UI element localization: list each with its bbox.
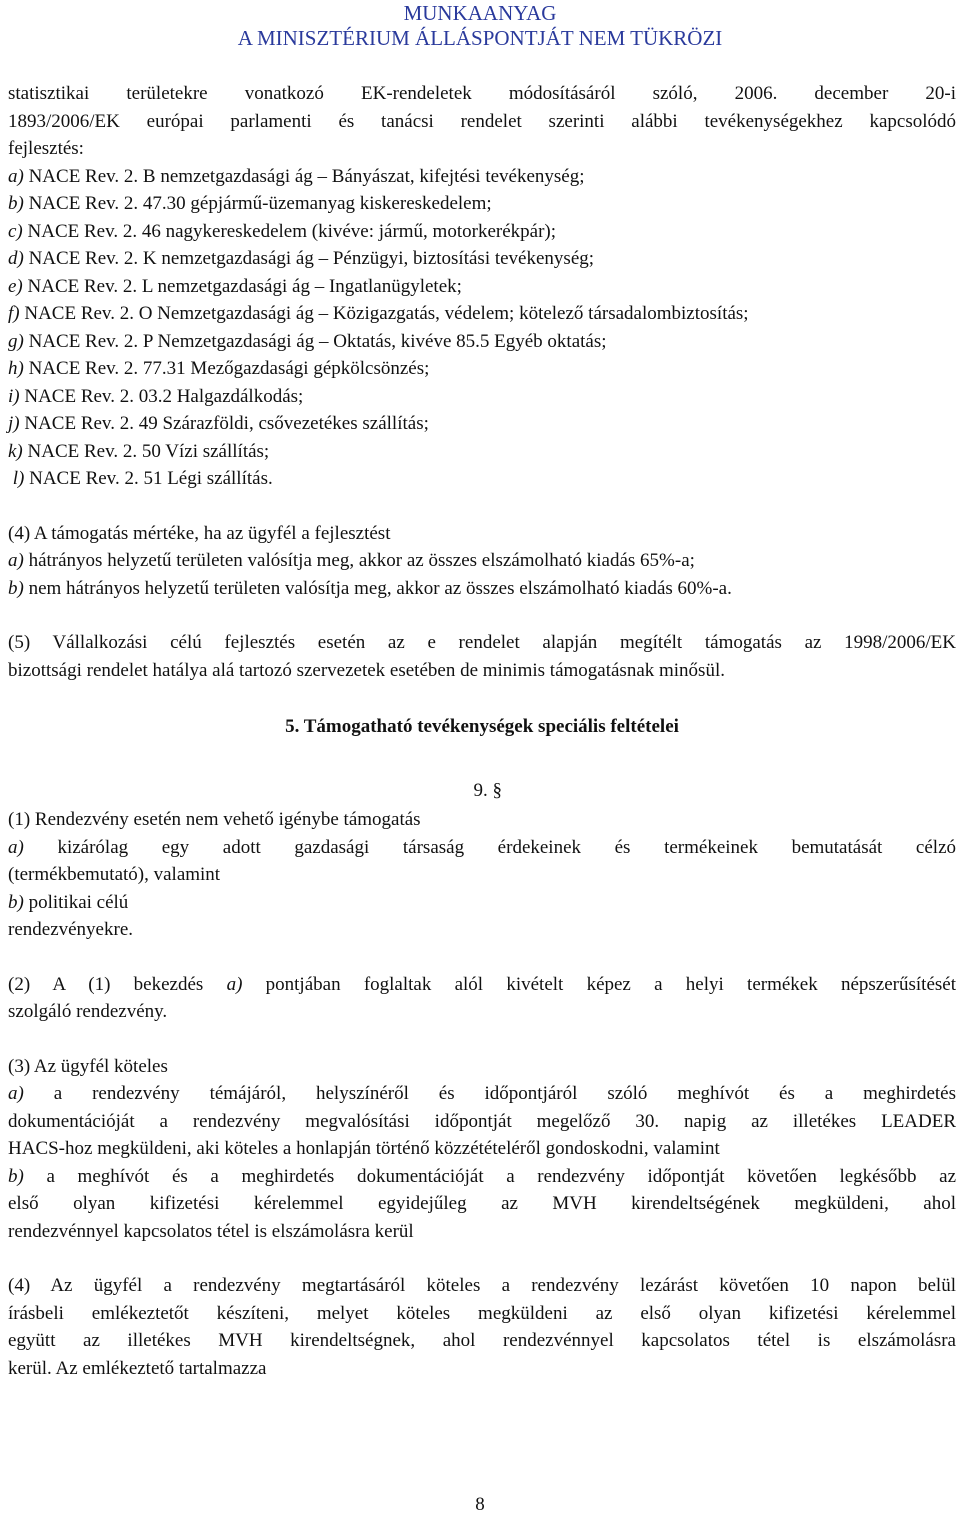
list-letter: j)	[8, 413, 20, 434]
list-text: NACE Rev. 2. 46 nagykereskedelem (kivéve: jármű, motorkerékpár);	[27, 220, 556, 242]
section-paragraph-4	[8, 1272, 956, 1382]
list-letter: h)	[8, 358, 24, 379]
paragraph-line: első olyan kifizetési kérelemmel egyidejűleg az MVH kirendeltségének megküldeni, ahol	[8, 1193, 956, 1214]
paragraph-line: (termékbemutató), valamint	[8, 864, 221, 885]
spacer	[8, 493, 956, 520]
list-text: NACE Rev. 2. 51 Légi szállítás.	[29, 468, 273, 489]
paragraph-5	[8, 629, 956, 684]
list-text: NACE Rev. 2. P Nemzetgazdasági ág – Oktatás, kivéve 85.5 Egyéb oktatás;	[28, 330, 607, 352]
section-paragraph-3	[8, 1053, 956, 1246]
intro-line: 1893/2006/EK európai parlamenti és tanácsi rendelet szerinti alábbi tevékenységekhez kapcsolódó	[8, 110, 956, 132]
point-text: nem hátrányos helyzetű területen valósítja meg, akkor az összes elszámolható kiadás 60%-a.	[28, 577, 732, 599]
paragraph-line: írásbeli emlékeztetőt készíteni, melyet köteles megküldeni az első olyan kifizetési kérelemmel	[8, 1302, 956, 1324]
list-item	[8, 328, 956, 356]
list-text: NACE Rev. 2. O Nemzetgazdasági ág – Közigazgatás, védelem; kötelező társadalombiztosítás;	[24, 303, 749, 324]
list-item	[8, 163, 956, 191]
paragraph-lead: (1) Rendezvény esetén nem vehető igénybe támogatás	[8, 809, 421, 830]
spacer	[8, 1026, 956, 1053]
spacer	[8, 944, 956, 971]
paragraph-line: dokumentációját a rendezvény megvalósítási időpontját megelőző 30. napig az illetékes LEADER	[8, 1110, 956, 1132]
paragraph-point	[8, 1163, 956, 1191]
point-letter: a)	[226, 973, 243, 995]
point-letter: a)	[8, 550, 24, 571]
paragraph-line	[8, 971, 956, 999]
paragraph-line: szolgáló rendezvény.	[8, 1001, 168, 1022]
point-letter: b)	[8, 577, 24, 599]
list-letter: f)	[8, 303, 20, 324]
list-text: NACE Rev. 2. L nemzetgazdasági ág – Ingatlanügyletek;	[27, 275, 462, 297]
list-text: NACE Rev. 2. 47.30 gépjármű-üzemanyag kiskereskedelem;	[28, 193, 492, 214]
list-letter: i)	[8, 385, 20, 407]
paragraph-line: (5) Vállalkozási célú fejlesztés esetén az e rendelet alapján megítélt támogatás az 1998/2006/EK	[8, 632, 956, 653]
list-letter: c)	[8, 220, 23, 242]
paragraph-lead: (4) A támogatás mértéke, ha az ügyfél a fejlesztést	[8, 522, 391, 544]
intro-paragraph	[8, 80, 956, 163]
text-fragment: (2) A (1) bekezdés	[8, 973, 204, 995]
intro-line: fejlesztés:	[8, 138, 84, 159]
list-item	[8, 438, 956, 466]
list-item	[8, 355, 956, 383]
list-letter: d)	[8, 248, 24, 269]
chapter-heading: 5. Támogatható tevékenységek speciális feltételei	[285, 716, 679, 737]
point-letter: a)	[8, 1083, 24, 1104]
section-paragraph-1	[8, 806, 956, 944]
spacer	[8, 602, 956, 629]
list-item	[8, 245, 956, 273]
list-text: NACE Rev. 2. 03.2 Halgazdálkodás;	[24, 385, 304, 407]
list-letter: g)	[8, 330, 24, 352]
paragraph-line: rendezvénnyel kapcsolatos tétel is elszámolásra kerül	[8, 1220, 414, 1242]
watermark-header	[0, 0, 960, 51]
header-line-2: A MINISZTÉRIUM ÁLLÁSPONTJÁT NEM TÜKRÖZI	[237, 26, 723, 50]
list-item	[8, 190, 956, 218]
point-letter: b)	[8, 891, 24, 913]
point-text: hátrányos helyzetű területen valósítja meg, akkor az összes elszámolható kiadás 65%-a;	[28, 550, 695, 571]
point-text: a meghívót és a meghirdetés dokumentációját a rendezvény időpontját követően legkésőbb az	[46, 1165, 956, 1187]
point-letter: a)	[8, 836, 24, 858]
list-text: NACE Rev. 2. B nemzetgazdasági ág – Bányászat, kifejtési tevékenység;	[28, 165, 585, 187]
paragraph-line: kerül. Az emlékeztető tartalmazza	[8, 1357, 267, 1379]
paragraph-line: HACS-hoz megküldeni, aki köteles a honlapján történő közzétételéről gondoskodni, valamint	[8, 1138, 720, 1159]
page-number: 8	[475, 1494, 485, 1515]
paragraph-line: együtt az illetékes MVH kirendeltségnek, ahol rendezvénnyel kapcsolatos tétel is elszámolásra	[8, 1330, 956, 1351]
section-number-value: 9.	[473, 779, 488, 801]
paragraph-point	[8, 889, 956, 917]
spacer	[8, 1245, 956, 1272]
list-item	[8, 300, 956, 328]
list-item	[8, 383, 956, 411]
paragraph-lead: (3) Az ügyfél köteles	[8, 1055, 168, 1077]
point-text: a rendezvény témájáról, helyszínéről és időpontjáról szóló meghívót és a meghirdetés	[53, 1083, 956, 1104]
list-letter: e)	[8, 275, 23, 297]
list-item	[8, 465, 956, 493]
section-paragraph-2	[8, 971, 956, 1026]
point-text: kizárólag egy adott gazdasági társaság érdekeinek és termékeinek bemutatását célzó	[57, 836, 956, 858]
paragraph-point	[8, 547, 956, 575]
document-body	[8, 80, 956, 1382]
point-text: politikai célú	[28, 891, 129, 913]
list-text: NACE Rev. 2. 49 Szárazföldi, csővezetékes szállítás;	[24, 413, 429, 434]
nace-list	[8, 163, 956, 493]
list-text: NACE Rev. 2. 77.31 Mezőgazdasági gépkölcsönzés;	[28, 358, 430, 379]
point-letter: b)	[8, 1165, 24, 1187]
list-item	[8, 218, 956, 246]
list-letter: k)	[8, 440, 23, 462]
list-letter: b)	[8, 193, 24, 214]
paragraph-point	[8, 834, 956, 862]
header-line-1: MUNKAANYAG	[403, 1, 557, 25]
paragraph-line: rendezvényekre.	[8, 919, 134, 940]
paragraph-point	[8, 1080, 956, 1108]
list-item	[8, 410, 956, 438]
section-mark: §	[492, 779, 502, 801]
spacer	[8, 684, 956, 711]
list-letter: l)	[12, 468, 25, 489]
paragraph-line: (4) Az ügyfél a rendezvény megtartásáról köteles a rendezvény lezárást követően 10 napon belül	[8, 1275, 956, 1296]
list-item	[8, 273, 956, 301]
paragraph-point	[8, 575, 956, 603]
paragraph-4	[8, 520, 956, 603]
paragraph-line: bizottsági rendelet hatálya alá tartozó szervezetek esetében de minimis támogatásnak minősül.	[8, 659, 725, 681]
list-text: NACE Rev. 2. K nemzetgazdasági ág – Pénzügyi, biztosítási tevékenység;	[28, 248, 595, 269]
list-letter: a)	[8, 165, 24, 187]
section-number	[8, 777, 956, 805]
text-fragment: pontjában foglaltak alól kivételt képez a helyi termékek népszerűsítését	[265, 973, 956, 995]
intro-line: statisztikai területekre vonatkozó EK-rendeletek módosításáról szóló, 2006. december 20-i	[8, 83, 956, 104]
list-text: NACE Rev. 2. 50 Vízi szállítás;	[27, 440, 270, 462]
